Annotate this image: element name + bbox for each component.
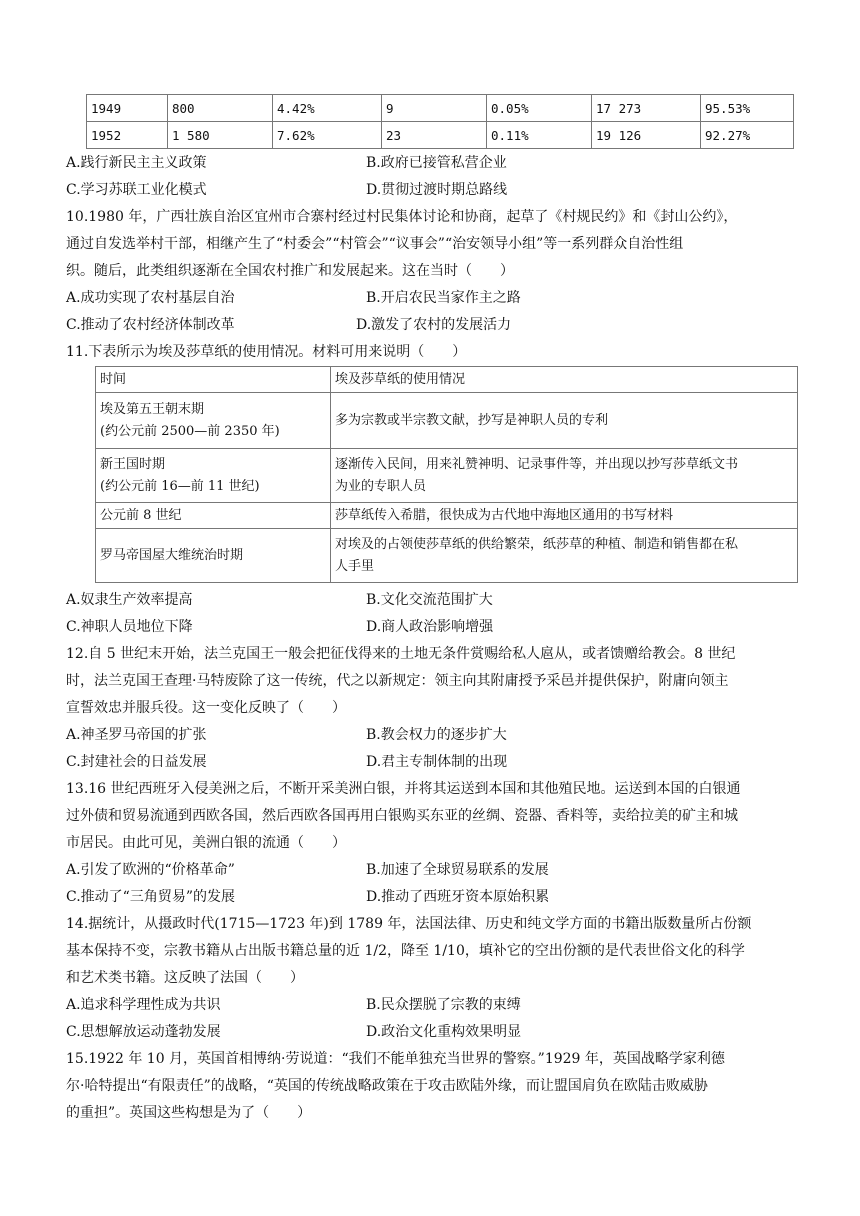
q10-option-d: D.激发了农村的发展活力	[356, 317, 512, 333]
q11-option-a: A.奴隶生产效率提高	[66, 592, 193, 608]
q12-stem-line: 宣誓效忠并服兵役。这一变化反映了（ ）	[66, 700, 346, 716]
q13-stem-line: 市居民。由此可见，美洲白银的流通（ ）	[66, 835, 346, 851]
table-row	[87, 95, 794, 122]
q13-option-b: B.加速了全球贸易联系的发展	[366, 862, 549, 878]
q9-option-d: D.贯彻过渡时期总路线	[366, 182, 508, 198]
table-cell: 7.62%	[273, 122, 382, 149]
q13-option-d: D.推动了西班牙资本原始积累	[366, 889, 550, 905]
table-cell-usage	[331, 449, 798, 503]
cell-line: (约公元前 2500—前 2350 年)	[100, 423, 280, 439]
q12-option-d: D.君主专制体制的出现	[366, 754, 508, 770]
q11-option-b: B.文化交流范围扩大	[366, 592, 493, 608]
q10-option-c: C.推动了农村经济体制改革	[66, 317, 235, 333]
table-cell-time	[96, 449, 331, 503]
table-cell-usage	[331, 529, 798, 583]
cell-line: 莎草纸传入希腊，很快成为古代地中海地区通用的书写材料	[335, 507, 674, 523]
q9-option-b: B.政府已接管私营企业	[366, 155, 507, 171]
table-header-usage: 埃及莎草纸的使用情况	[331, 367, 798, 393]
table-cell-usage	[331, 503, 798, 529]
table-header-row	[96, 367, 798, 393]
cell-line: 对埃及的占领使莎草纸的供给繁荣，纸莎草的种植、制造和销售都在私	[335, 536, 739, 552]
q14-stem-line: 和艺术类书籍。这反映了法国（ ）	[66, 970, 304, 986]
q15-stem-line: 15.1922 年 10 月，英国首相博纳·劳说道：“我们不能单独充当世界的警察。”1929 年，英国战略学家利德	[66, 1051, 725, 1067]
table-cell: 1952	[87, 122, 168, 149]
q14-option-d: D.政治文化重构效果明显	[366, 1024, 522, 1040]
table-cell: 9	[382, 95, 487, 122]
cell-line: 多为宗教或半宗教文献，抄写是神职人员的专利	[335, 412, 609, 428]
table-cell-time	[96, 503, 331, 529]
q13-stem-line: 过外债和贸易流通到西欧各国，然后西欧各国再用白银购买东亚的丝绸、瓷器、香料等，卖给拉美的矿主和城	[66, 808, 738, 824]
q10-option-b: B.开启农民当家作主之路	[366, 290, 521, 306]
table-cell: 1949	[87, 95, 168, 122]
q14-option-a: A.追求科学理性成为共识	[66, 997, 221, 1013]
q14-stem-line: 基本保持不变，宗教书籍从占出版书籍总量的近 1/2，降至 1/10，填补它的空出份额的是代表世俗文化的科学	[66, 943, 745, 959]
q12-stem-line: 12.自 5 世纪末开始，法兰克国王一般会把征伐得来的土地无条件赏赐给私人扈从，或者馈赠给教会。8 世纪	[66, 646, 736, 662]
table-cell: 95.53%	[701, 95, 794, 122]
q15-stem-line: 的重担”。英国这些构想是为了（ ）	[66, 1105, 312, 1121]
table-cell: 17 273	[592, 95, 701, 122]
q13-option-a: A.引发了欧洲的“价格革命”	[66, 862, 235, 878]
q9-option-a: A.践行新民主主义政策	[66, 155, 207, 171]
table-cell: 1 580	[168, 122, 273, 149]
table-cell-time	[96, 529, 331, 583]
q13-option-c: C.推动了“三角贸易”的发展	[66, 889, 235, 905]
q11-option-c: C.神职人员地位下降	[66, 619, 193, 635]
cell-line: 人手里	[335, 558, 375, 574]
table-cell: 4.42%	[273, 95, 382, 122]
q12-stem-line: 时，法兰克国王查理·马特废除了这一传统，代之以新规定：领主向其附庸授予采邑并提供保护，附庸向领主	[66, 673, 729, 689]
table-row	[96, 449, 798, 503]
cell-line: 新王国时期	[100, 456, 166, 472]
q12-option-a: A.神圣罗马帝国的扩张	[66, 727, 207, 743]
q9-option-c: C.学习苏联工业化模式	[66, 182, 207, 198]
table-cell: 23	[382, 122, 487, 149]
cell-line: 罗马帝国屋大维统治时期	[100, 547, 244, 563]
table-header-time: 时间	[96, 367, 331, 393]
table-row	[96, 503, 798, 529]
q14-option-c: C.思想解放运动蓬勃发展	[66, 1024, 221, 1040]
cell-line: 为业的专职人员	[335, 478, 427, 494]
table-cell: 0.11%	[487, 122, 592, 149]
papyrus-table	[95, 366, 798, 583]
cell-line: (约公元前 16—前 11 世纪)	[100, 478, 260, 494]
q10-stem-line: 通过自发选举村干部，相继产生了“村委会”“村管会”“议事会”“治安领导小组”等一系列群众自治性组	[66, 236, 684, 252]
q12-option-b: B.教会权力的逐步扩大	[366, 727, 507, 743]
table-row	[96, 393, 798, 449]
table-row	[96, 529, 798, 583]
q13-stem-line: 13.16 世纪西班牙入侵美洲之后，不断开采美洲白银，并将其运送到本国和其他殖民地。运送到本国的白银通	[66, 781, 741, 797]
table-cell-usage	[331, 393, 798, 449]
table-cell: 0.05%	[487, 95, 592, 122]
table-row	[87, 122, 794, 149]
cell-line: 埃及第五王朝末期	[100, 401, 205, 417]
q10-option-a: A.成功实现了农村基层自治	[66, 290, 235, 306]
table-cell: 19 126	[592, 122, 701, 149]
cell-line: 公元前 8 世纪	[100, 507, 182, 523]
table-cell-time	[96, 393, 331, 449]
q11-option-d: D.商人政治影响增强	[366, 619, 494, 635]
q10-stem-line: 织。随后，此类组织逐渐在全国农村推广和发展起来。这在当时（ ）	[66, 263, 514, 279]
statistics-table	[86, 94, 794, 149]
cell-line: 逐渐传入民间，用来礼赞神明、记录事件等，并出现以抄写莎草纸文书	[335, 456, 739, 472]
table-cell: 92.27%	[701, 122, 794, 149]
q14-stem-line: 14.据统计，从摄政时代(1715—1723 年)到 1789 年，法国法律、历史和纯文学方面的书籍出版数量所占份额	[66, 916, 752, 932]
table-cell: 800	[168, 95, 273, 122]
q10-stem-line: 10.1980 年，广西壮族自治区宜州市合寨村经过村民集体讨论和协商，起草了《村规民约》和《封山公约》，	[66, 209, 738, 225]
q12-option-c: C.封建社会的日益发展	[66, 754, 207, 770]
q14-option-b: B.民众摆脱了宗教的束缚	[366, 997, 521, 1013]
q11-stem: 11.下表所示为埃及莎草纸的使用情况。材料可用来说明（ ）	[66, 344, 467, 360]
q15-stem-line: 尔·哈特提出“有限责任”的战略，“英国的传统战略政策在于攻击欧陆外缘，而让盟国肩负在欧陆击败威胁	[66, 1078, 708, 1094]
